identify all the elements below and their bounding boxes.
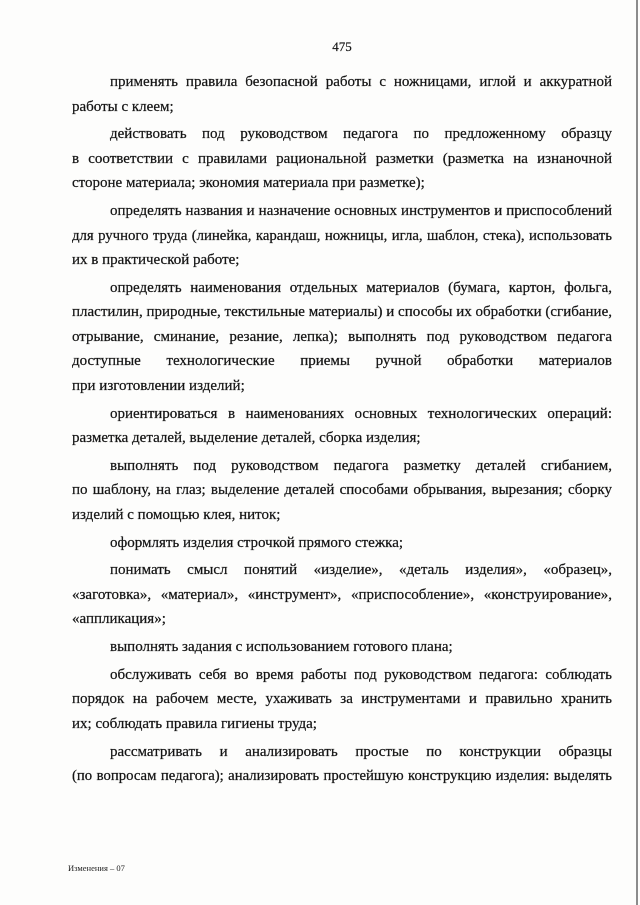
text-line: рассматривать и анализировать простые по конструкции образцы	[110, 743, 612, 760]
text-line: изделий с помощью клея, ниток;	[72, 506, 281, 523]
text-line: стороне материала; экономия материала при разметке);	[72, 175, 425, 192]
text-line: порядок на рабочем месте, ухаживать за инструментами и правильно хранить	[72, 691, 612, 708]
paragraph	[72, 663, 612, 737]
text-line: их в практической работе;	[72, 252, 240, 268]
text-line: понимать смысл понятий «изделие», «деталь изделия», «образец»,	[110, 562, 612, 579]
paragraph	[72, 70, 612, 119]
text-line: «заготовка», «материал», «инструмент», «приспособление», «конструирование»,	[72, 586, 612, 603]
text-line: ориентироваться в наименованиях основных технологических операций:	[110, 405, 612, 422]
text-line: обслуживать себя во время работы под руководством педагога: соблюдать	[110, 666, 612, 683]
text-line: действовать под руководством педагога по предложенному образцу	[110, 126, 612, 143]
text-line: разметка деталей, выделение деталей, сборка изделия;	[72, 430, 421, 446]
paragraph	[72, 558, 612, 632]
text-line: оформлять изделия строчкой прямого стежка;	[110, 534, 404, 551]
paragraph	[72, 531, 612, 556]
text-line: выполнять задания с использованием готового плана;	[110, 639, 453, 655]
text-line: при изготовлении изделий;	[72, 377, 245, 394]
page-number: 475	[332, 39, 352, 54]
text-line: по шаблону, на глаз; выделение деталей способами обрывания, вырезания; сборку	[72, 482, 612, 499]
text-line: доступные технологические приемы ручной обработки материалов	[72, 353, 612, 370]
text-line: отрывание, сминание, резание, лепка); выполнять под руководством педагога	[72, 328, 612, 345]
text-line: определять названия и назначение основных инструментов и приспособлений	[110, 203, 612, 219]
text-line: (по вопросам педагога); анализировать простейшую конструкцию изделия: выделять	[72, 768, 612, 784]
paragraph	[72, 199, 612, 273]
text-line: для ручного труда (линейка, карандаш, ножницы, игла, шаблон, стека), использовать	[72, 227, 612, 244]
text-line: выполнять под руководством педагога разметку деталей сгибанием,	[110, 457, 612, 474]
paragraph	[72, 740, 612, 789]
body-text	[72, 70, 612, 789]
scan-edge	[636, 0, 638, 905]
paragraph	[72, 122, 612, 196]
text-line: их; соблюдать правила гигиены труда;	[72, 715, 317, 732]
text-line: работы с клеем;	[72, 98, 174, 115]
text-line: «аппликация»;	[72, 611, 166, 628]
footer-revision-note: Изменения – 07	[68, 863, 125, 873]
text-line: применять правила безопасной работы с ножницами, иглой и аккуратной	[110, 74, 612, 90]
paragraph	[72, 454, 612, 528]
paragraph	[72, 276, 612, 399]
paragraph	[72, 402, 612, 451]
text-line: в соответствии с правилами рациональной разметки (разметка на изнаночной	[72, 150, 612, 167]
text-line: определять наименования отдельных материалов (бумага, картон, фольга,	[110, 279, 612, 296]
paragraph	[72, 635, 612, 660]
text-line: пластилин, природные, текстильные материалы) и способы их обработки (сгибание,	[72, 304, 612, 321]
